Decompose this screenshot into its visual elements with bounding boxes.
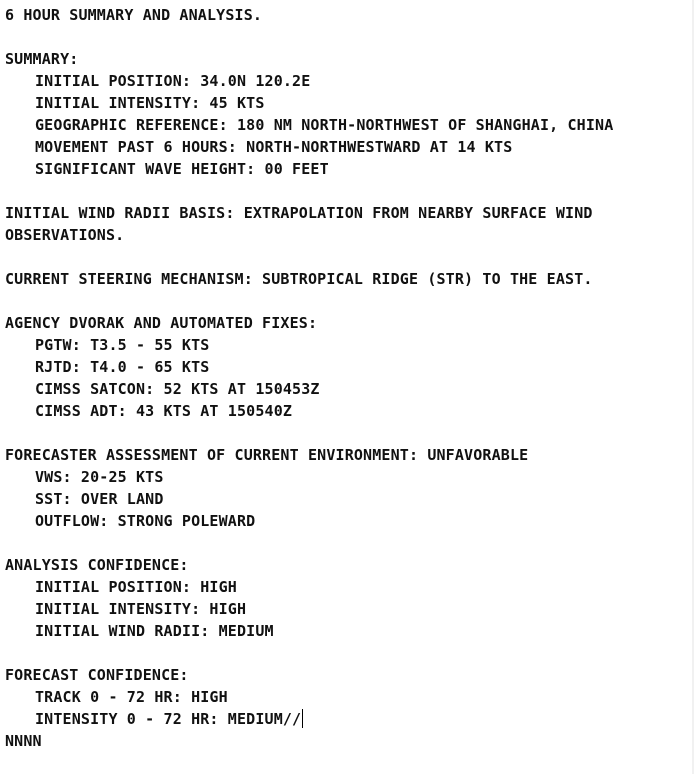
bulletin-text[interactable] <box>5 4 691 752</box>
analysis-confidence-heading: ANALYSIS CONFIDENCE: <box>5 556 189 574</box>
analysis-confidence-item: INITIAL WIND RADII: MEDIUM <box>35 622 274 640</box>
environment-heading: FORECASTER ASSESSMENT OF CURRENT ENVIRONMENT: UNFAVORABLE <box>5 446 529 464</box>
summary-wave-height: SIGNIFICANT WAVE HEIGHT: 00 FEET <box>35 160 329 178</box>
steering-mechanism: CURRENT STEERING MECHANISM: SUBTROPICAL RIDGE (STR) TO THE EAST. <box>5 270 593 288</box>
blank-line <box>5 422 691 444</box>
fix-item: PGTW: T3.5 - 55 KTS <box>35 336 210 354</box>
blank-line <box>5 532 691 554</box>
summary-initial-intensity: INITIAL INTENSITY: 45 KTS <box>35 94 265 112</box>
blank-line <box>5 642 691 664</box>
fix-item: CIMSS SATCON: 52 KTS AT 150453Z <box>35 380 320 398</box>
environment-item: OUTFLOW: STRONG POLEWARD <box>35 512 256 530</box>
forecast-confidence-heading: FORECAST CONFIDENCE: <box>5 666 189 684</box>
blank-line <box>5 246 691 268</box>
summary-initial-position: INITIAL POSITION: 34.0N 120.2E <box>35 72 311 90</box>
summary-heading: SUMMARY: <box>5 50 79 68</box>
bulletin-title: 6 HOUR SUMMARY AND ANALYSIS. <box>5 6 263 24</box>
analysis-confidence-item: INITIAL INTENSITY: HIGH <box>35 600 247 618</box>
fix-item: RJTD: T4.0 - 65 KTS <box>35 358 210 376</box>
fix-item: CIMSS ADT: 43 KTS AT 150540Z <box>35 402 293 420</box>
wind-radii-basis-line-2: OBSERVATIONS. <box>5 226 125 244</box>
environment-item: VWS: 20-25 KTS <box>35 468 164 486</box>
fixes-heading: AGENCY DVORAK AND AUTOMATED FIXES: <box>5 314 318 332</box>
environment-item: SST: OVER LAND <box>35 490 164 508</box>
blank-line <box>5 180 691 202</box>
forecast-confidence-item: TRACK 0 - 72 HR: HIGH <box>35 688 228 706</box>
end-marker: NNNN <box>5 732 42 750</box>
blank-line <box>5 26 691 48</box>
summary-geographic-reference: GEOGRAPHIC REFERENCE: 180 NM NORTH-NORTHWEST OF SHANGHAI, CHINA <box>35 116 614 134</box>
text-cursor <box>302 709 303 728</box>
wind-radii-basis-line-1: INITIAL WIND RADII BASIS: EXTRAPOLATION FROM NEARBY SURFACE WIND <box>5 204 593 222</box>
analysis-confidence-item: INITIAL POSITION: HIGH <box>35 578 237 596</box>
forecast-confidence-item-last <box>5 708 691 730</box>
blank-line <box>5 290 691 312</box>
forecast-confidence-intensity-text: INTENSITY 0 - 72 HR: MEDIUM// <box>35 710 302 728</box>
summary-movement: MOVEMENT PAST 6 HOURS: NORTH-NORTHWESTWARD AT 14 KTS <box>35 138 513 156</box>
